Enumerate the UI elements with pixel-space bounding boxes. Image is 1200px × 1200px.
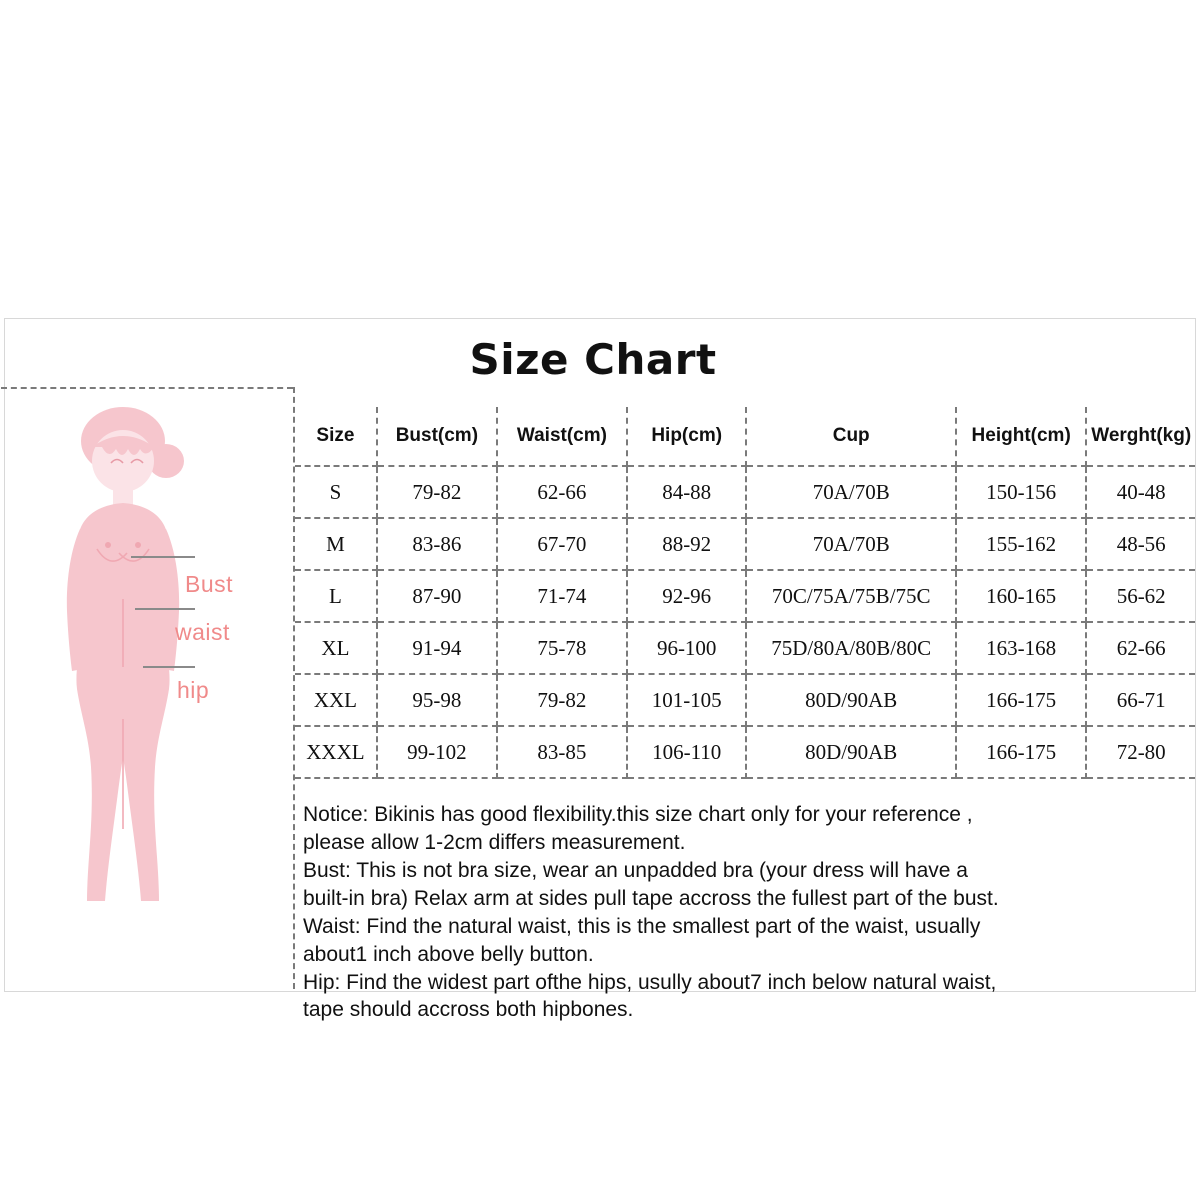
cell-bust: 99-102: [377, 726, 497, 778]
cell-height: 166-175: [956, 726, 1086, 778]
column-header-size: Size: [295, 407, 377, 466]
cell-weight: 48-56: [1086, 518, 1195, 570]
cell-hip: 106-110: [627, 726, 747, 778]
female-body-illustration: [35, 399, 245, 959]
cell-bust: 79-82: [377, 466, 497, 518]
figure-label-waist: waist: [175, 619, 230, 645]
page-title: Size Chart: [469, 335, 717, 384]
cell-height: 150-156: [956, 466, 1086, 518]
size-table: [295, 407, 1195, 779]
size-table-wrapper: [295, 407, 1195, 779]
cell-waist: 75-78: [497, 622, 627, 674]
dashed-divider-horizontal: [1, 387, 293, 389]
cell-weight: 40-48: [1086, 466, 1195, 518]
column-header-bust: Bust(cm): [377, 407, 497, 466]
cell-waist: 83-85: [497, 726, 627, 778]
size-chart-card: [4, 318, 1196, 1022]
cell-waist: 67-70: [497, 518, 627, 570]
figure-label-bust: Bust: [185, 571, 234, 597]
cell-size: XXL: [295, 674, 377, 726]
cell-waist: 62-66: [497, 466, 627, 518]
cell-cup: 70C/75A/75B/75C: [746, 570, 955, 622]
cell-bust: 83-86: [377, 518, 497, 570]
body-figure-panel: [5, 319, 293, 991]
figure-label-hip: hip: [177, 677, 210, 703]
cell-weight: 72-80: [1086, 726, 1195, 778]
cell-size: XXXL: [295, 726, 377, 778]
cell-hip: 84-88: [627, 466, 747, 518]
cell-bust: 91-94: [377, 622, 497, 674]
cell-waist: 79-82: [497, 674, 627, 726]
notice-line: Hip: Find the widest part ofthe hips, usully about7 inch below natural waist,: [303, 970, 997, 994]
notice-line: Waist: Find the natural waist, this is the smallest part of the waist, usually: [303, 914, 981, 938]
cell-weight: 56-62: [1086, 570, 1195, 622]
cell-height: 160-165: [956, 570, 1086, 622]
notice-line: about1 inch above belly button.: [303, 942, 594, 966]
cell-height: 163-168: [956, 622, 1086, 674]
notice-line: please allow 1-2cm differs measurement.: [303, 830, 686, 854]
table-row: [295, 518, 1195, 570]
column-header-waist: Waist(cm): [497, 407, 627, 466]
cell-hip: 101-105: [627, 674, 747, 726]
cell-weight: 66-71: [1086, 674, 1195, 726]
cell-hip: 92-96: [627, 570, 747, 622]
notice-line: built-in bra) Relax arm at sides pull tape accross the fullest part of the bust.: [303, 886, 999, 910]
table-row: [295, 570, 1195, 622]
cell-cup: 70A/70B: [746, 466, 955, 518]
cell-waist: 71-74: [497, 570, 627, 622]
cell-size: S: [295, 466, 377, 518]
table-row: [295, 674, 1195, 726]
table-row: [295, 726, 1195, 778]
cell-bust: 95-98: [377, 674, 497, 726]
cell-size: XL: [295, 622, 377, 674]
cell-bust: 87-90: [377, 570, 497, 622]
notice-line: Notice: Bikinis has good flexibility.this size chart only for your reference ,: [303, 803, 973, 826]
column-header-cup: Cup: [746, 407, 955, 466]
column-header-height: Height(cm): [956, 407, 1086, 466]
cell-cup: 75D/80A/80B/80C: [746, 622, 955, 674]
table-header-row: [295, 407, 1195, 466]
notice-block: [303, 801, 1200, 1024]
cell-cup: 80D/90AB: [746, 726, 955, 778]
column-header-hip: Hip(cm): [627, 407, 747, 466]
column-header-weight: Werght(kg): [1086, 407, 1195, 466]
notice-line: tape should accross both hipbones.: [303, 998, 634, 1022]
table-row: [295, 466, 1195, 518]
cell-height: 166-175: [956, 674, 1086, 726]
cell-weight: 62-66: [1086, 622, 1195, 674]
table-row: [295, 622, 1195, 674]
cell-size: M: [295, 518, 377, 570]
cell-hip: 88-92: [627, 518, 747, 570]
cell-size: L: [295, 570, 377, 622]
cell-hip: 96-100: [627, 622, 747, 674]
cell-cup: 80D/90AB: [746, 674, 955, 726]
cell-cup: 70A/70B: [746, 518, 955, 570]
notice-line: Bust: This is not bra size, wear an unpadded bra (your dress will have a: [303, 858, 968, 882]
cell-height: 155-162: [956, 518, 1086, 570]
